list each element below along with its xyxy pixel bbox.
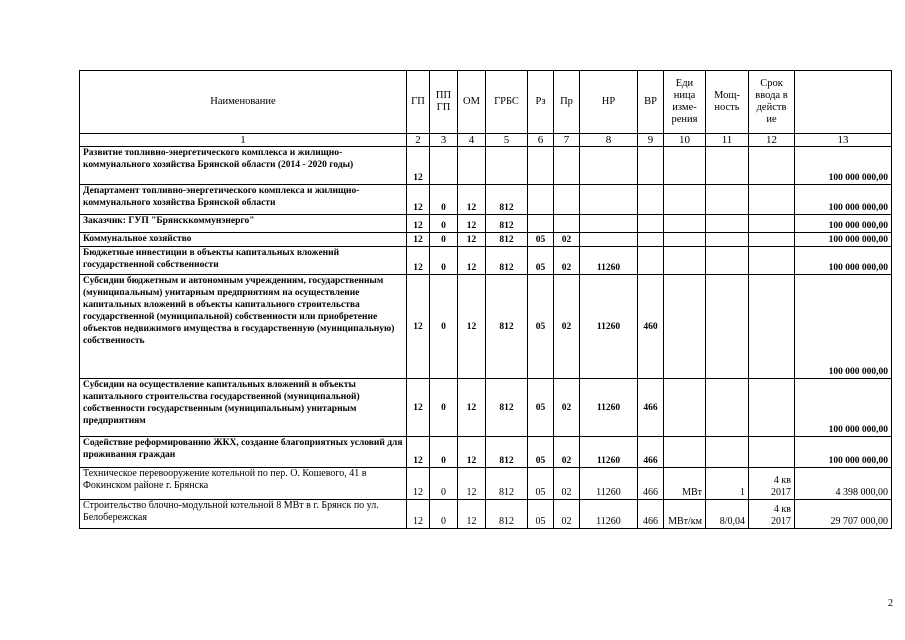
header-nr: НР (580, 71, 638, 134)
cell-unit (664, 437, 706, 468)
cell-pr: 02 (554, 275, 580, 379)
colnum: 13 (795, 134, 892, 147)
cell-ppgp (430, 147, 458, 185)
cell-grbs: 812 (486, 379, 528, 437)
cell-nr: 11260 (580, 247, 638, 275)
cell-om: 12 (458, 468, 486, 500)
cell-term (749, 233, 795, 247)
cell-rz: 05 (528, 500, 554, 529)
cell-power (706, 215, 749, 233)
row-name: Содействие реформированию ЖКХ, создание благоприятных условий для проживания граждан (80, 437, 407, 468)
cell-sum: 4 398 000,00 (795, 468, 892, 500)
cell-term (749, 379, 795, 437)
cell-rz: 05 (528, 275, 554, 379)
cell-unit (664, 185, 706, 215)
row-name: Заказчик: ГУП "Брянсккоммунэнерго" (80, 215, 407, 233)
cell-vr (638, 233, 664, 247)
cell-nr (580, 185, 638, 215)
cell-om (458, 147, 486, 185)
cell-power (706, 147, 749, 185)
cell-grbs: 812 (486, 437, 528, 468)
cell-unit: МВт/км (664, 500, 706, 529)
cell-pr: 02 (554, 468, 580, 500)
table-row (80, 215, 892, 233)
cell-pr: 02 (554, 247, 580, 275)
colnum: 6 (528, 134, 554, 147)
cell-vr: 466 (638, 379, 664, 437)
cell-vr: 466 (638, 437, 664, 468)
table-row (80, 437, 892, 468)
cell-ppgp: 0 (430, 379, 458, 437)
header-gp: ГП (407, 71, 430, 134)
cell-pr (554, 147, 580, 185)
row-name: Техническое перевооружение котельной по пер. О. Кошевого, 41 в Фокинском районе г. Брянска (80, 468, 407, 500)
colnum: 12 (749, 134, 795, 147)
cell-gp: 12 (407, 215, 430, 233)
header-ppgp: ПП ГП (430, 71, 458, 134)
cell-gp: 12 (407, 185, 430, 215)
cell-sum: 100 000 000,00 (795, 233, 892, 247)
cell-nr (580, 215, 638, 233)
cell-sum: 100 000 000,00 (795, 379, 892, 437)
table-row (80, 468, 892, 500)
header-name: Наименование (80, 71, 407, 134)
cell-pr: 02 (554, 379, 580, 437)
colnum: 11 (706, 134, 749, 147)
cell-vr (638, 215, 664, 233)
cell-grbs: 812 (486, 233, 528, 247)
cell-grbs: 812 (486, 247, 528, 275)
colnum: 7 (554, 134, 580, 147)
header-om: ОМ (458, 71, 486, 134)
cell-rz: 05 (528, 379, 554, 437)
cell-ppgp: 0 (430, 233, 458, 247)
cell-vr: 460 (638, 275, 664, 379)
cell-grbs: 812 (486, 215, 528, 233)
cell-ppgp: 0 (430, 185, 458, 215)
colnum: 10 (664, 134, 706, 147)
cell-sum: 100 000 000,00 (795, 215, 892, 233)
cell-power: 8/0,04 (706, 500, 749, 529)
cell-om: 12 (458, 185, 486, 215)
header-vr: ВР (638, 71, 664, 134)
header-power: Мощ- ность (706, 71, 749, 134)
cell-power (706, 379, 749, 437)
cell-ppgp: 0 (430, 437, 458, 468)
cell-nr: 11260 (580, 500, 638, 529)
cell-ppgp: 0 (430, 275, 458, 379)
colnum: 4 (458, 134, 486, 147)
header-row (80, 71, 892, 134)
row-name: Строительство блочно-модульной котельной 8 МВт в г. Брянск по ул. Белобережская (80, 500, 407, 529)
cell-rz (528, 215, 554, 233)
row-name: Развитие топливно-энергетического комплекса и жилищно-коммунального хозяйства Брянской области (2014 - 2020 годы) (80, 147, 407, 185)
colnum: 5 (486, 134, 528, 147)
cell-rz: 05 (528, 247, 554, 275)
cell-term (749, 247, 795, 275)
cell-rz: 05 (528, 233, 554, 247)
header-sum (795, 71, 892, 134)
cell-term (749, 437, 795, 468)
cell-grbs: 812 (486, 468, 528, 500)
cell-gp: 12 (407, 147, 430, 185)
cell-vr (638, 147, 664, 185)
cell-power (706, 185, 749, 215)
cell-rz (528, 147, 554, 185)
cell-om: 12 (458, 247, 486, 275)
cell-power (706, 233, 749, 247)
cell-pr: 02 (554, 437, 580, 468)
cell-pr (554, 215, 580, 233)
cell-term (749, 185, 795, 215)
cell-grbs: 812 (486, 185, 528, 215)
cell-term (749, 215, 795, 233)
cell-unit (664, 247, 706, 275)
cell-unit: МВт (664, 468, 706, 500)
cell-vr: 466 (638, 468, 664, 500)
colnum: 2 (407, 134, 430, 147)
cell-gp: 12 (407, 437, 430, 468)
row-name: Департамент топливно-энергетического комплекса и жилищно-коммунального хозяйства Брянской области (80, 185, 407, 215)
cell-nr: 11260 (580, 437, 638, 468)
cell-rz: 05 (528, 437, 554, 468)
cell-om: 12 (458, 215, 486, 233)
cell-gp: 12 (407, 468, 430, 500)
cell-unit (664, 233, 706, 247)
cell-pr (554, 185, 580, 215)
cell-sum: 100 000 000,00 (795, 247, 892, 275)
header-pr: Пр (554, 71, 580, 134)
table-row (80, 185, 892, 215)
cell-om: 12 (458, 233, 486, 247)
cell-term: 4 кв 2017 (749, 468, 795, 500)
table-row (80, 500, 892, 529)
cell-sum: 100 000 000,00 (795, 147, 892, 185)
cell-power: 1 (706, 468, 749, 500)
cell-om: 12 (458, 437, 486, 468)
cell-nr (580, 147, 638, 185)
column-number-row (80, 134, 892, 147)
cell-unit (664, 215, 706, 233)
cell-unit (664, 275, 706, 379)
cell-ppgp: 0 (430, 500, 458, 529)
cell-rz: 05 (528, 468, 554, 500)
colnum: 3 (430, 134, 458, 147)
cell-power (706, 247, 749, 275)
cell-gp: 12 (407, 233, 430, 247)
cell-power (706, 275, 749, 379)
cell-gp: 12 (407, 379, 430, 437)
row-name: Коммунальное хозяйство (80, 233, 407, 247)
cell-rz (528, 185, 554, 215)
cell-sum: 100 000 000,00 (795, 275, 892, 379)
table-row (80, 233, 892, 247)
cell-term: 4 кв 2017 (749, 500, 795, 529)
cell-vr: 466 (638, 500, 664, 529)
cell-om: 12 (458, 500, 486, 529)
cell-term (749, 147, 795, 185)
cell-nr: 11260 (580, 468, 638, 500)
page-number: 2 (888, 598, 893, 609)
cell-unit (664, 379, 706, 437)
cell-grbs: 812 (486, 500, 528, 529)
table-row (80, 247, 892, 275)
cell-pr: 02 (554, 500, 580, 529)
header-term: Срок ввода в действ ие (749, 71, 795, 134)
cell-gp: 12 (407, 500, 430, 529)
cell-nr: 11260 (580, 275, 638, 379)
cell-ppgp: 0 (430, 215, 458, 233)
cell-sum: 29 707 000,00 (795, 500, 892, 529)
cell-grbs: 812 (486, 275, 528, 379)
cell-om: 12 (458, 275, 486, 379)
cell-nr (580, 233, 638, 247)
cell-vr (638, 185, 664, 215)
table-row (80, 147, 892, 185)
table-row (80, 275, 892, 379)
cell-gp: 12 (407, 275, 430, 379)
header-grbs: ГРБС (486, 71, 528, 134)
colnum: 8 (580, 134, 638, 147)
cell-grbs (486, 147, 528, 185)
row-name: Субсидии бюджетным и автономным учреждениям, государственным (муниципальным) унитарным предприятиям на осуществление капитальных вложений в объекты капитального строительства государственной (муниципальной) собственности или приобретение объектов недвижимого имущества в государственную (муниципальную) собственность (80, 275, 407, 379)
cell-term (749, 275, 795, 379)
cell-gp: 12 (407, 247, 430, 275)
cell-vr (638, 247, 664, 275)
row-name: Бюджетные инвестиции в объекты капитальных вложений государственной собственности (80, 247, 407, 275)
cell-ppgp: 0 (430, 247, 458, 275)
cell-unit (664, 147, 706, 185)
table-row (80, 379, 892, 437)
cell-om: 12 (458, 379, 486, 437)
cell-nr: 11260 (580, 379, 638, 437)
cell-pr: 02 (554, 233, 580, 247)
budget-table (79, 70, 892, 529)
colnum: 9 (638, 134, 664, 147)
row-name: Субсидии на осуществление капитальных вложений в объекты капитального строительства государственной (муниципальной) собственности государственным (муниципальным) унитарным предприятиям (80, 379, 407, 437)
cell-sum: 100 000 000,00 (795, 185, 892, 215)
header-rz: Рз (528, 71, 554, 134)
colnum: 1 (80, 134, 407, 147)
cell-power (706, 437, 749, 468)
header-unit: Еди ница изме- рения (664, 71, 706, 134)
cell-ppgp: 0 (430, 468, 458, 500)
cell-sum: 100 000 000,00 (795, 437, 892, 468)
